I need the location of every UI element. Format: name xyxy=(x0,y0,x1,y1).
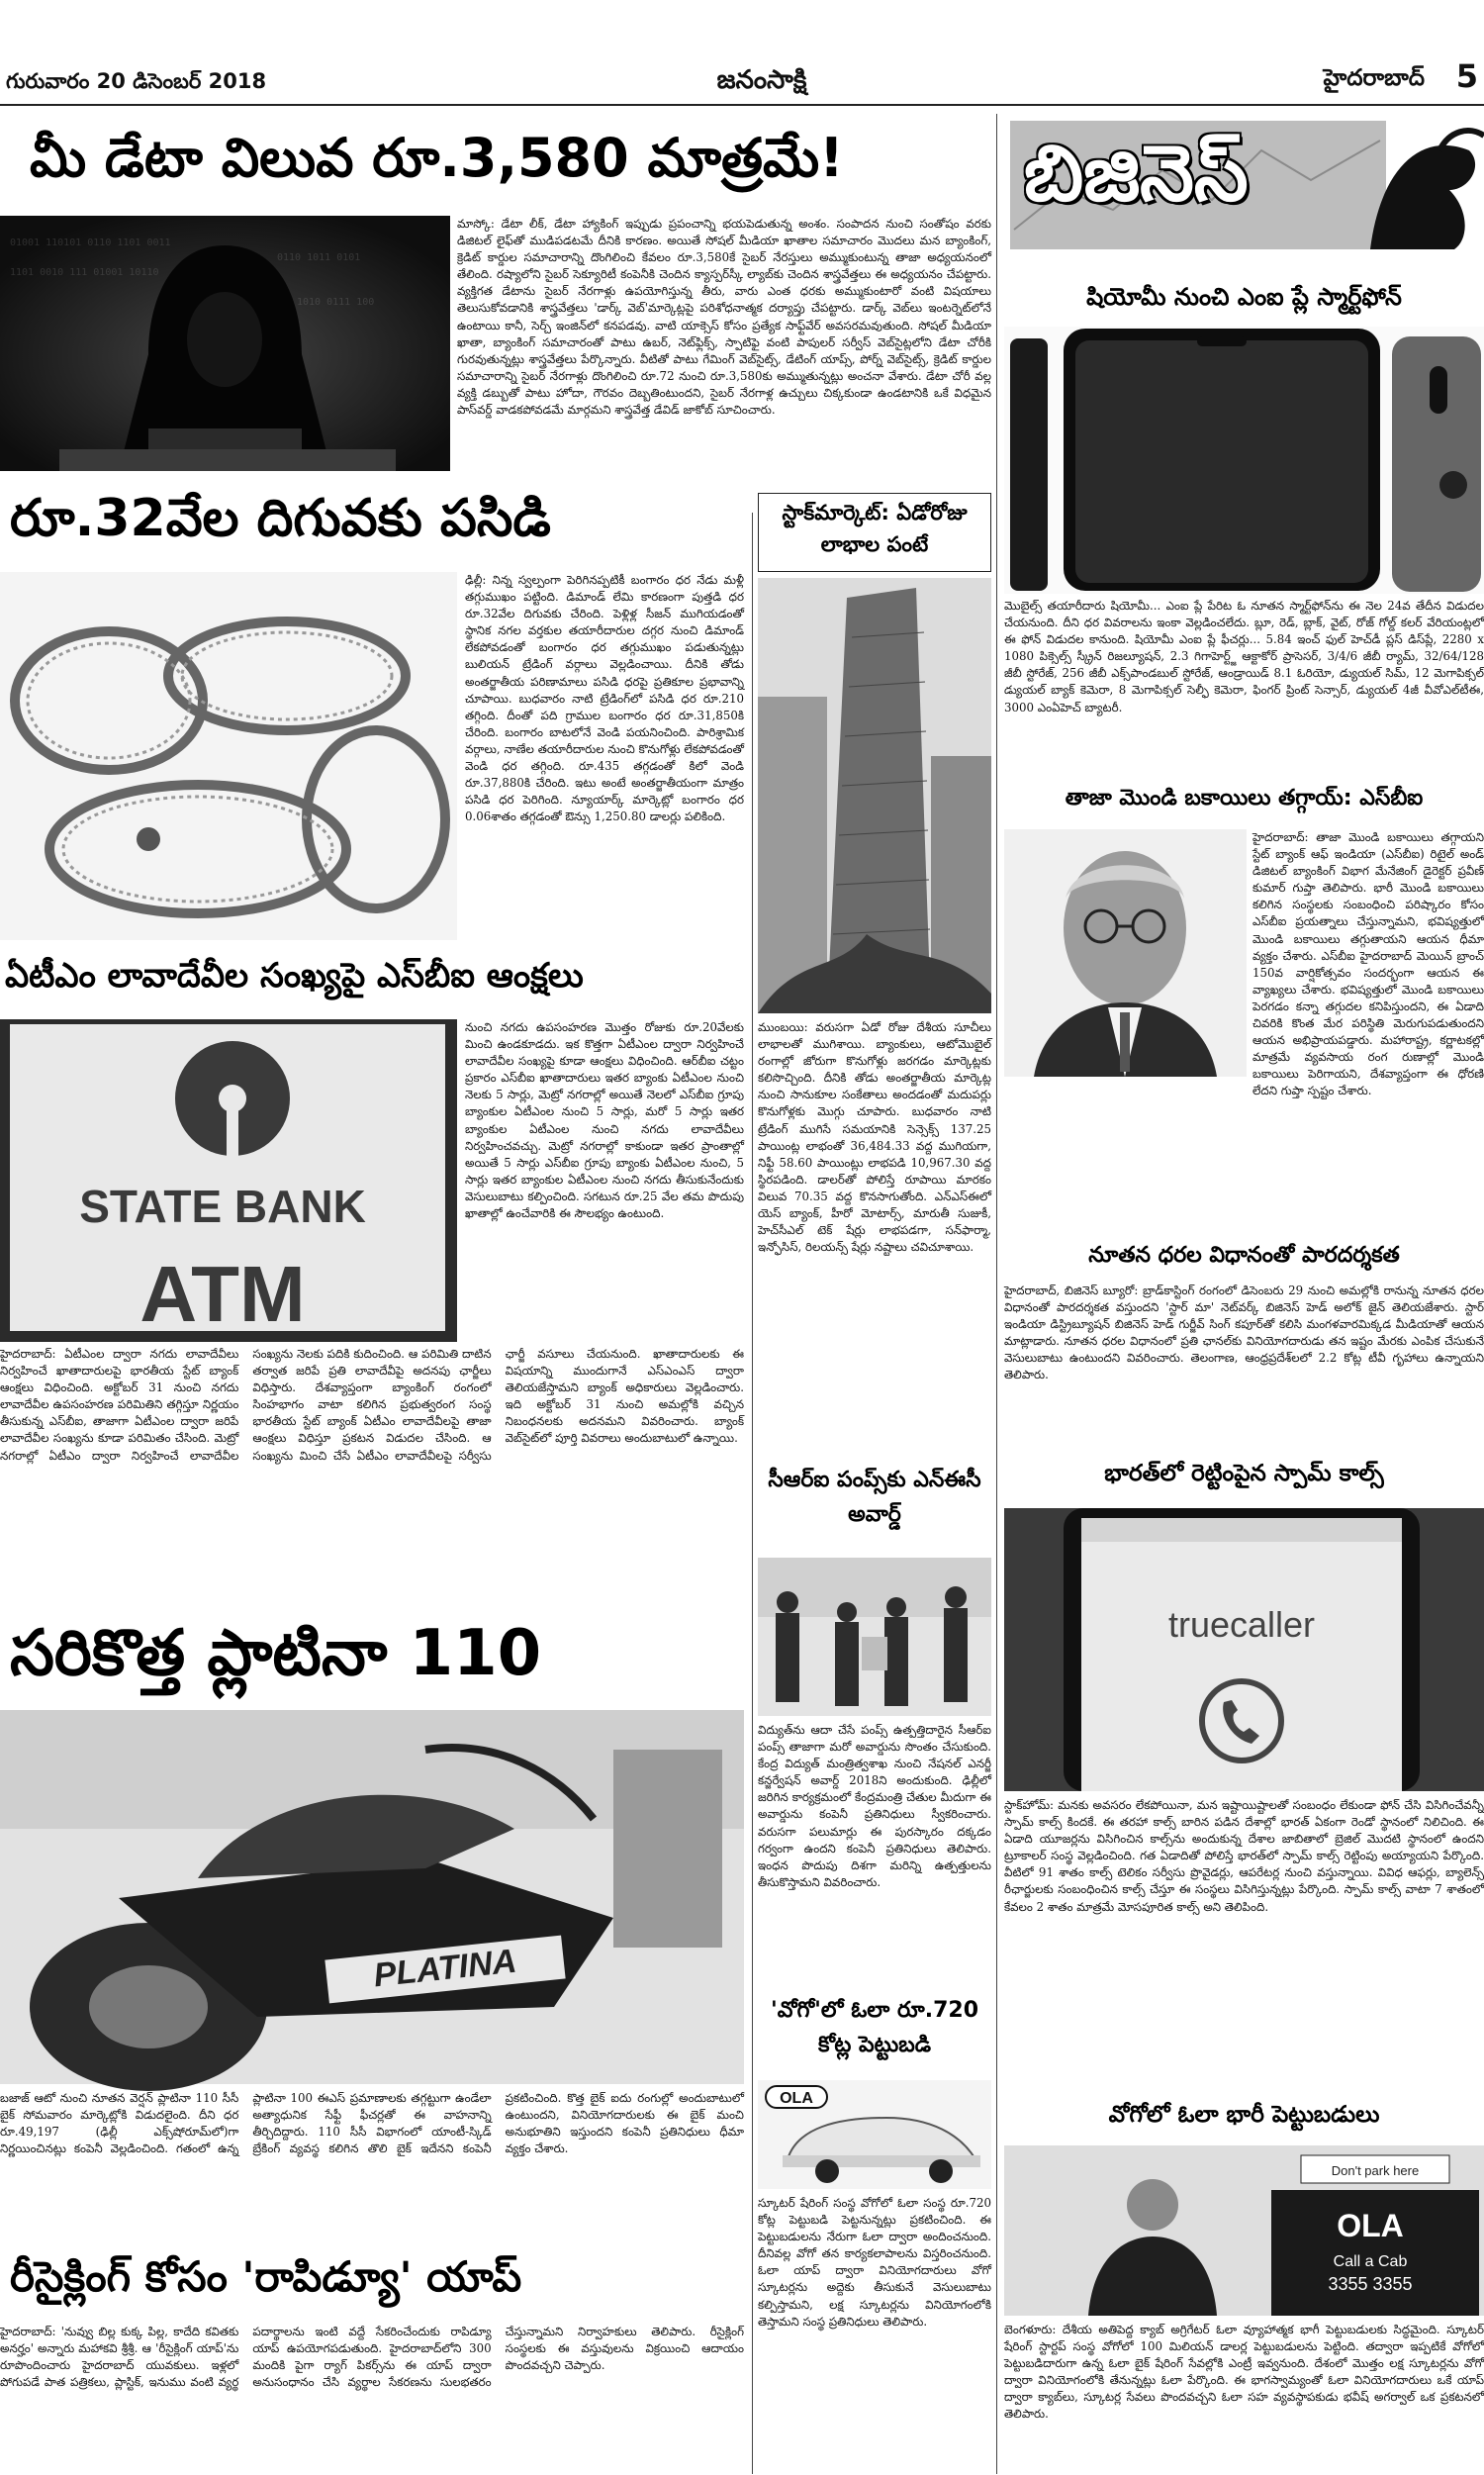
svg-text:01001 110101 0110 1101 0011: 01001 110101 0110 1101 0011 xyxy=(10,238,171,248)
sbi-md-portrait xyxy=(1004,829,1247,1077)
stock-market-body: ముంబయి: వరుసగా ఏడో రోజు దేశీయ సూచీలు లాభాలతో ముగిశాయి. బ్యాంకులు, ఆటోమొబైల్ రంగాల్లో జోరుగా కొనుగోళ్లు జరగడం మార్కెట్లకు కలిసొచ్చింది. దీనికి తోడు అంతర్జాతీయ మార్కెట్ల నుంచి సానుకూల సంకేతాలు అందడంతో మదుపర్లు కొనుగోళ్లకు మొగ్గు చూపారు. బుధవారం నాటి ట్రేడింగ్ ముగిసే సమయానికి సెన్సెక్స్ 137.25 పాయింట్ల లాభంతో 36,484.33 వద్ద ముగియగా, నిఫ్టీ 58.60 పాయింట్లు లాభపడి 10,967.30 వద్ద స్థిరపడింది. డాలర్‌తో పోలిస్తే రూపాయి మారకం విలువ 70.35 వద్ద కొనసాగుతోంది. ఎన్‌ఎస్‌ఈలో యెస్ బ్యాంక్, హీరో మోటార్స్, మారుతీ సుజుకీ, హెచ్‌సీఎల్ టెక్ షేర్లు లాభపడగా, సన్‌ఫార్మా, ఇన్ఫోసిస్, రిలయన్స్ షేర్లు నష్టాలు చవిచూశాయి. xyxy=(758,1020,991,1255)
rapido-body: హైదరాబాద్: 'నువ్వు బిల్ల కుక్క పిల్ల, కాదేది కవితకు అనర్హం' అన్నారు మహాకవి శ్రీశ్రీ. ఆ 'రీసైక్లింగ్ యాప్'ను రూపొందించారు హైదరాబాద్ యువకులు. ఇళ్లలో పోగుపడే పాత పత్రికలు, ప్లాస్టిక్, ఇనుము వంటి వ్యర్థ పదార్థాలను ఇంటి వద్దే సేకరించేందుకు రాపిడ్యూ యాప్ ఉపయోగపడుతుంది. హైదరాబాద్‌లోని 300 మందికి పైగా ర్యాగ్ పికర్స్‌ను ఈ యాప్ ద్వారా అనుసంధానం చేసి వ్యర్థాల సేకరణను సులభతరం చేస్తున్నామని నిర్వాహకులు తెలిపారు. రీసైక్లింగ్ సంస్థలకు ఈ వస్తువులను విక్రయించి ఆదాయం పొందవచ్చని చెప్పారు. xyxy=(0,2325,744,2390)
header-rule xyxy=(0,104,1484,106)
xiaomi-phone-photo xyxy=(1004,327,1484,594)
column-rule-right xyxy=(996,114,997,2474)
svg-text:1101 0010 111 01001 10110: 1101 0010 111 01001 10110 xyxy=(10,267,159,278)
bse-building-photo xyxy=(758,578,991,1013)
truecaller-phone-photo xyxy=(1004,1508,1484,1791)
stock-market-headline-box xyxy=(758,493,991,572)
award-ceremony-photo xyxy=(758,1558,991,1716)
ola-ceo-photo xyxy=(1004,2145,1484,2316)
sbi-bad-loans-body: హైదరాబాద్: తాజా మొండి బకాయిలు తగ్గాయని స్టేట్ బ్యాంక్ ఆఫ్ ఇండియా (ఎస్‌బీఐ) రిటైల్ అండ్ డిజిటల్ బ్యాంకింగ్ విభాగ మేనేజింగ్ డైరెక్టర్ ప్రవీణ్ కుమార్ గుప్తా తెలిపారు. భారీ మొండి బకాయిలు కలిగిన సంస్థలకు సంబంధించి పరిష్కారం కోసం ఎస్‌బీఐ ప్రయత్నాలు చేస్తున్నామని, భవిష్యత్తులో మొండి బకాయిలు తగ్గుతాయని ఆయన ధీమా వ్యక్తం చేశారు. ఎస్‌బీఐ హైదరాబాద్ మెయిన్ బ్రాంచ్ 150వ వార్షికోత్సవం సందర్భంగా ఆయన ఈ వ్యాఖ్యలు చేశారు. భవిష్యత్తులో మొండి బకాయిలు పెరగడం కన్నా తగ్గుదల కనిపిస్తుందని, ఈ ఏడాది చివరికి కొంత మేర పరిస్థితి మెరుగుపడుతుందని ఆయన అభిప్రాయపడ్డారు. మహారాష్ట్ర, కర్ణాటకల్లో మాత్రమే వ్యవసాయ రంగ రుణాల్లో మొండి బకాయిలు పెరిగాయని, దేశవ్యాప్తంగా ఈ ధోరణి లేదని గుప్తా స్పష్టం చేశారు. xyxy=(1252,830,1484,1098)
headline-data-value: మీ డేటా విలువ రూ.3,580 మాత్రమే! xyxy=(30,127,844,189)
data-value-body: మాస్కో: డేటా లీక్, డేటా హ్యాకింగ్ ఇప్పుడు ప్రపంచాన్ని భయపెడుతున్న అంశం. సంపాదన నుంచి సంతోషం వరకు డిజిటల్ లైఫ్‌తో ముడిపడటమే దీనికి కారణం. అయితే సోషల్ మీడియా ఖాతాల సమాచారం మొదలు మన బ్యాంకింగ్, క్రెడిట్ కార్డుల సమాచారాన్ని దొంగిలించి కేవలం రూ.3,580కే సైబర్ నేరస్తులు అమ్ముకుంటున్న తాజా అధ్యయనంలో తేలింది. రష్యాలోని సైబర్ సెక్యూరిటీ కంపెనీకి చెందిన క్యాస్పర్‌స్కీ ల్యాబ్‌కు చెందిన శాస్త్రవేత్తలు ఈ అధ్యయనం చేపట్టారు. వ్యక్తిగత డేటాను సైబర్ నేరగాళ్లు ఉపయోగిస్తున్న తీరు, వారు ఎంత ధరకు అమ్ముకుంటారో వంటి విషయాలు తెలుసుకోవడానికి శాస్త్రవేత్తలు 'డార్క్ వెబ్'మార్కెట్లపై పరిశోధనాత్మక దర్యాప్తు చేపట్టారు. డార్క్ వెబ్‌లు ఇంటర్నెట్‌లోనే ఉంటాయి కానీ, సెర్చ్ ఇంజిన్‌లో కనపడవు. వాటి యాక్సెస్ కోసం ప్రత్యేక సాఫ్ట్‌వేర్ అవసరమవుతుంది. సోషల్ మీడియా ఖాతా, బ్యాంకింగ్ సమాచారంతో పాటు ఉబర్, నెట్‌ఫ్లిక్స్, స్పాటిఫై వంటి పాపులర్ సర్వీస్ వెబ్‌సైట్లలోని డేటా చోరీకి గురవుతున్నట్లు శాస్త్రవేత్తలు పేర్కొన్నారు. వీటితో పాటు గేమింగ్ వెబ్‌సైట్స్, డేటింగ్ యాప్స్, పోర్న్ వెబ్‌సైట్స్, క్రెడిట్ కార్డుల సమాచారాన్ని సైబర్ నేరగాళ్లు దొంగిలించి రూ.72 నుంచి రూ.3,580కు అమ్ముతున్నట్లు అంచనా వేశారు. డేటా చోరీ వల్ల వ్యక్తి డబ్బుతో పాటు హోదా, గౌరవం దెబ్బతింటుందని, సైబర్ నేరగాళ్ల ఉచ్చులు చిక్కకుండా ఉండటానికి ఒకే విధమైన పాస్‌వర్డ్ వాడకపోవడమే మార్గమని శాస్త్రవేత్త డేవిడ్ జాకోబ్ సూచించారు. xyxy=(457,217,991,418)
headline-platina: సరికొత్త ప్లాటినా 110 xyxy=(10,1617,542,1690)
svg-text:0110 1011 0101: 0110 1011 0101 xyxy=(277,252,361,263)
svg-text:1010 0111 100: 1010 0111 100 xyxy=(297,297,375,308)
ola-logo-text: OLA xyxy=(780,2090,813,2107)
headline-telecom-policy: నూతన ధరల విధానంతో పారదర్శకత xyxy=(1088,1243,1400,1268)
sbi-atm-photo xyxy=(0,1019,457,1342)
parking-sign-text: Don't park here xyxy=(1331,2163,1420,2178)
section-title: బిజినెస్ xyxy=(1024,130,1249,219)
gold-body: ఢిల్లీ: నిన్న స్వల్పంగా పెరిగినప్పటికీ బంగారం ధర నేడు మళ్లీ తగ్గుముఖం పట్టింది. డిమాండ్ లేమి కారణంగా పుత్తడి ధర రూ.32వేల దిగువకు చేరింది. పెళ్లిళ్ల సీజన్ ముగియడంతో స్థానిక నగల వర్తకుల తయారీదారుల దగ్గర నుంచి డిమాండ్ లేకపోవడంతో బంగారం ధర తగ్గుముఖం పడుతున్నట్లు బులియన్ ట్రేడింగ్ వర్గాలు వెల్లడించాయి. దీనికి తోడు అంతర్జాతీయ పరిణామాలు పసిడి ధరపై ప్రతికూల ప్రభావాన్ని చూపాయి. బుధవారం నాటి ట్రేడింగ్‌లో పసిడి ధర రూ.210 తగ్గింది. దీంతో పది గ్రాముల బంగారం ధర రూ.31,850కి చేరింది. బంగారం బాటలోనే వెండి పయనించింది. పారిశ్రామిక వర్గాలు, నాణేల తయారీదారుల నుంచి కొనుగోళ్లు లేకపోవడంతో వెండి ధర తగ్గింది. రూ.435 తగ్గడంతో కిలో వెండి రూ.37,880కి చేరింది. ఇటు అంటే అంతర్జాతీయంగా మాత్రం పసిడి ధర పెరిగింది. న్యూయార్క్ మార్కెట్లో బంగారం ధర 0.06శాతం తగ్గడంతో ఔన్సు 1,250.80 డాలర్లు పలికింది. xyxy=(465,573,744,824)
headline-gold: రూ.32వేల దిగువకు పసిడి xyxy=(10,489,551,548)
business-section-banner xyxy=(1004,111,1484,259)
headline-stock-market: స్టాక్‌మార్కెట్: ఏడోరోజు లాభాల పంటే xyxy=(782,501,968,556)
sbi-atm-body-right: నుంచి నగదు ఉపసంహరణ మొత్తం రోజుకు రూ.20వేలకు మించి ఉండకూడదు. ఇక కొత్తగా ఏటీఎంల ద్వారా నిర్వహించే లావాదేవీల సంఖ్యపై కూడా ఆంక్షలు విధించింది. ఆర్‌బీఐ చట్టం ప్రకారం ఎస్‌బీఐ ఖాతాదారులు ఇతర బ్యాంకు ఏటీఎంల నుంచి నెలకు 5 సార్లు, మెట్రో నగరాల్లో అయితే నెలలో ఎస్‌బీఐ గ్రూపు బ్యాంకుల ఏటీఎంల నుంచి 5 సార్లు, మరో 5 సార్లు ఇతర బ్యాంకుల ఏటీఎంల నుంచి నగదు లావాదేవీలు నిర్వహించవచ్చు. మెట్రో నగరాల్లో కాకుండా ఇతర ప్రాంతాల్లో అయితే 5 సార్లు ఎస్‌బీఐ గ్రూపు బ్యాంకు ఏటీఎంల నుంచి, 5 సార్లు ఇతర బ్యాంకుల ఏటీఎంల నుంచి నగదు తీసుకునేందుకు వెసులుబాటు కల్పించింది. సగటున రూ.25 వేల తమ పొదుపు ఖాతాల్లో ఉంచేవారికి ఈ సౌలభ్యం ఉంటుంది. xyxy=(465,1020,744,1221)
headline-sbi-bad-loans: తాజా మొండి బకాయిలు తగ్గాయ్: ఎస్‌బీఐ xyxy=(1065,786,1424,810)
page-number: 5 xyxy=(1455,57,1478,95)
headline-rapido: రీసైక్లింగ్ కోసం 'రాపిడ్యూ' యాప్ xyxy=(10,2252,522,2301)
masthead-title: జనంసాక్షి xyxy=(716,65,807,95)
ola-banner-call: Call a Cab xyxy=(1333,2253,1408,2270)
ola-car-photo xyxy=(758,2080,991,2189)
headline-xiaomi: షియోమీ నుంచి ఎంఐ ప్లే స్మార్ట్‌ఫోన్ xyxy=(1086,283,1402,311)
spam-calls-body: స్టాక్‌హోమ్: మనకు అవసరం లేకపోయినా, మన ఇష్టాయిష్టాలతో సంబంధం లేకుండా ఫోన్ చేసి విసిగించేవన్నీ స్పామ్ కాల్స్ కిందకే. ఈ తరహా కాల్స్ బారిన పడిన దేశాల్లో భారత్ ఏకంగా రెండో స్థానంలో నిలిచింది. ఈ ఏడాది యూజర్లను విసిగించిన కాల్స్‌ను అందుకున్న దేశాల జాబితాలో బ్రెజిల్ మొదటి స్థానంలో ఉందని ట్రూకాలర్ సంస్థ వెల్లడించింది. గత ఏడాదితో పోలిస్తే భారత్‌లో స్పామ్ కాల్స్ రెట్టింపు అయ్యాయని పేర్కొంది. వీటిలో 91 శాతం కాల్స్ టెలికం సర్వీసు ప్రొవైడర్లు, ఆపరేటర్ల నుంచి వస్తున్నాయి. వివిధ ఆఫర్లు, బ్యాలెన్స్ రీఛార్జులకు సంబంధించిన కాల్స్ చేస్తూ ఈ సంస్థలు విసిగిస్తున్నట్లు పేర్కొంది. స్పామ్ కాల్స్ వాటా 7 శాతంలో కేవలం 2 శాతం మాత్రమే మోసపూరిత కాల్స్ అని తెలిపింది. xyxy=(1004,1798,1484,1914)
platina-body: బజాజ్ ఆటో నుంచి నూతన వెర్షన్ ప్లాటినా 110 సీసీ బైక్ సోమవారం మార్కెట్లోకి విడుదలైంది. దీని ధర రూ.49,197 (ఢిల్లీ ఎక్స్‌షోరూమ్‌లో)గా నిర్ణయించినట్లు కంపెనీ వెల్లడించింది. గతంలో ఉన్న ప్లాటినా 100 ఈఎస్ ప్రమాణాలకు తగ్గట్టుగా ఉండేలా అత్యాధునిక సేఫ్టీ ఫీచర్లతో ఈ వాహనాన్ని తీర్చిదిద్దారు. 110 సీసీ విభాగంలో యాంటీ-స్కిడ్ బ్రేకింగ్ వ్యవస్థ కలిగిన తొలి బైక్ ఇదేనని కంపెనీ ప్రకటించింది. కొత్త బైక్ ఐదు రంగుల్లో అందుబాటులో ఉంటుందని, వినియోగదారులకు ఈ బైక్ మంచి అనుభూతిని ఇస్తుందని కంపెనీ ప్రతినిధులు ధీమా వ్యక్తం చేశారు. xyxy=(0,2091,744,2156)
ola-big-invest-body: బెంగళూరు: దేశీయ అతిపెద్ద క్యాబ్ అగ్రిగేటర్ ఓలా వ్యూహాత్మక భాగీ పెట్టుబడులకు సిద్ధమైంది. స్కూటర్ షేరింగ్ స్టార్టప్ సంస్థ వోగోలో 100 మిలియన్ డాలర్ల పెట్టుబడులను పెట్టింది. తద్వారా ఇప్పటికే వోగోలో పెట్టుబడిదారుగా ఉన్న ఓలా బైక్ షేరింగ్ సేవల్లోకి ఎంట్రీ ఇవ్వనుంది. దేశంలో మొత్తం లక్ష స్కూటర్లను వోగో ద్వారా వినియోగంలోకి తేనున్నట్లు ఓలా పేర్కొంది. ఈ భాగస్వామ్యంతో ఓలా వినియోగదారులు ఒకే యాప్ ద్వారా క్యాబ్‌లు, స్కూటర్ల సేవలు పొందవచ్చని ఓలా సహ వ్యవస్థాపకుడు భవీష్ అగర్వాల్ ఒక ప్రకటనలో తెలిపారు. xyxy=(1004,2323,1484,2422)
platina-bike-photo xyxy=(0,1710,744,2084)
hacker-photo xyxy=(0,216,450,471)
platina-logo-text: PLATINA xyxy=(371,1942,518,1995)
crpf-award-body: విద్యుత్‌ను ఆదా చేసే పంప్స్ ఉత్పత్తిదారైన సీఆర్ఐ పంప్స్ తాజాగా మరో అవార్డును సొంతం చేసుకుంది. కేంద్ర విద్యుత్ మంత్రిత్వశాఖ నుంచి నేషనల్ ఎనర్జీ కన్జర్వేషన్ అవార్డ్ 2018ని అందుకుంది. ఢిల్లీలో జరిగిన కార్యక్రమంలో కేంద్రమంత్రి చేతుల మీదుగా ఈ అవార్డును కంపెనీ ప్రతినిధులు స్వీకరించారు. వరుసగా పలుమార్లు ఈ పురస్కారం దక్కడం గర్వంగా ఉందని కంపెనీ ప్రతినిధులు తెలిపారు. ఇంధన పొదుపు దిశగా మరిన్ని ఉత్పత్తులను తీసుకొస్తామని వివరించారు. xyxy=(758,1723,991,1889)
headline-sbi-atm: ఏటీఎం లావాదేవీల సంఖ్యపై ఎస్‌బీఐ ఆంక్షలు xyxy=(5,956,584,996)
sbi-atm-body-bottom: హైదరాబాద్: ఏటీఎంల ద్వారా నగదు లావాదేవీలు నిర్వహించే ఖాతాదారులపై భారతీయ స్టేట్ బ్యాంక్ ఆంక్షలు విధించింది. అక్టోబర్ 31 నుంచి నగదు లావాదేవీల ఉపసంహరణ పరిమితిని తగ్గిస్తూ నిర్ణయం తీసుకున్న ఎస్‌బీఐ, తాజాగా ఏటీఎంల ద్వారా జరిపే లావాదేవీల సంఖ్యను కూడా పరిమితం చేసింది. మెట్రో నగరాల్లో ఏటీఎం ద్వారా నిర్వహించే లావాదేవీల సంఖ్యను నెలకు పదికి కుదించింది. ఆ పరిమితి దాటిన తర్వాత జరిపే ప్రతి లావాదేవీపై అదనపు ఛార్జీలు విధిస్తారు. దేశవ్యాప్తంగా బ్యాంకింగ్ రంగంలో సింహభాగం వాటా కలిగిన ప్రభుత్వరంగ సంస్థ భారతీయ స్టేట్ బ్యాంక్ ఏటీఎం లావాదేవీలపై తాజా ఆంక్షలు విధిస్తూ ప్రకటన విడుదల చేసింది. ఆ సంఖ్యను మించి చేసే ఏటీఎం లావాదేవీలపై సర్వీసు ఛార్జీ వసూలు చేయనుంది. ఖాతాదారులకు ఈ విషయాన్ని ముందుగానే ఎస్‌ఎంఎస్ ద్వారా తెలియజేస్తామని బ్యాంక్ అధికారులు వెల్లడించారు. ఇది అక్టోబర్ 31 నుంచి అమల్లోకి వచ్చిన నిబంధనలకు అదనమని వివరించారు. బ్యాంక్ వెబ్‌సైట్‌లో పూర్తి వివరాలు అందుబాటులో ఉన్నాయి. xyxy=(0,1347,744,1463)
issue-date: గురువారం 20 డిసెంబర్ 2018 xyxy=(6,69,267,93)
gold-bangles-photo xyxy=(0,572,457,940)
atm-sign-text: ATM xyxy=(139,1250,306,1338)
sbi-sign-text: STATE BANK xyxy=(79,1181,366,1232)
truecaller-logo-text: truecaller xyxy=(1167,1604,1316,1645)
ola-investment-body: స్కూటర్ షేరింగ్ సంస్థ వోగో‌లో ఓలా సంస్థ రూ.720 కోట్ల పెట్టుబడి పెట్టనున్నట్లు ప్రకటించింది. ఈ పెట్టుబడులను నేరుగా ఓలా ద్వారా అందించనుంది. దీనివల్ల వోగో తన కార్యకలాపాలను విస్తరించనుంది. ఓలా యాప్ ద్వారా వినియోగదారులు వోగో స్కూటర్లను అద్దెకు తీసుకునే వెసులుబాటు కల్పిస్తామని, లక్ష స్కూటర్లను వినియోగంలోకి తెస్తామని సంస్థ ప్రతినిధులు తెలిపారు. xyxy=(758,2196,991,2329)
xiaomi-body: మొబైల్స్ తయారీదారు షియోమీ... ఎంఐ ప్లే పేరిట ఓ నూతన స్మార్ట్‌ఫోన్‌ను ఈ నెల 24వ తేదీన విడుదల చేయనుంది. దీని ధర వివరాలను ఇంకా వెల్లడించలేదు. బ్లూ, రెడ్, బ్లాక్, వైట్, రోజ్ గోల్డ్ కలర్ వేరియంట్లలో ఈ ఫోన్ విడుదల కానుంది. షియోమీ ఎంఐ ప్లే ఫీచర్లు... 5.84 ఇంచ్ ఫుల్ హెచ్‌డీ ప్లస్ డిస్‌ప్లే, 2280 x 1080 పిక్సెల్స్ స్క్రీన్ రిజల్యూషన్, 2.3 గిగాహెర్ట్జ్ ఆక్టాకోర్ ప్రాసెసర్, 3/4/6 జీబీ ర్యామ్, 32/64/128 జీబీ స్టోరేజ్, 256 జీబీ ఎక్స్‌పాండబుల్ స్టోరేజ్, ఆండ్రాయిడ్ 8.1 ఓరియో, డ్యుయల్ సిమ్, 12 మెగాపిక్సల్ డ్యుయల్ బ్యాక్ కెమెరా, 8 మెగాపిక్సల్ సెల్ఫీ కెమెరా, ఫింగర్ ప్రింట్ సెన్సార్, డ్యుయల్ 4జీ వీవోఎల్‌టీఈ, 3000 ఎంఏహెచ్ బ్యాటరీ. xyxy=(1004,599,1484,714)
headline-ola-investment: 'వోగో'లో ఓలా రూ.720 కోట్ల పెట్టుబడి xyxy=(770,1998,979,2058)
headline-ola-big-invest: వోగోలో ఓలా భారీ పెట్టుబడులు xyxy=(1108,2102,1380,2128)
masthead-logo xyxy=(653,57,871,103)
ola-banner-number: 3355 3355 xyxy=(1328,2274,1413,2294)
headline-spam-calls: భారత్‌లో రెట్టింపైన స్పామ్ కాల్స్ xyxy=(1104,1461,1384,1486)
telecom-policy-body: హైదరాబాద్, బిజినెస్ బ్యూరో: బ్రాడ్‌కాస్టింగ్ రంగంలో డిసెంబరు 29 నుంచి అమల్లోకి రానున్న నూతన ధరల విధానంతో పారదర్శకత వస్తుందని 'స్టార్ మా' నెట్‌వర్క్ బిజినెస్ హెడ్ అలోక్ జైన్ తెలియజేశారు. స్టార్ ఇండియా డిస్ట్రిబ్యూషన్ బిజినెస్ హెడ్ గుర్జీవ్ సింగ్ కపూర్‌తో కలిసి మంగళవారమిక్కడ మీడియాతో ఆయన మాట్లాడారు. నూతన ధరల విధానంలో ప్రతి ఛానల్‌కు వినియోగదారుడు తన ఇష్టం మేరకు ఎంపిక చేసుకునే వెసులుబాటు ఉంటుందని వివరించారు. తెలంగాణ, ఆంధ్రప్రదేశ్‌లలో 2.2 కోట్ల టీవీ గృహాలు ఉన్నాయని తెలిపారు. xyxy=(1004,1284,1484,1382)
headline-crpf-award: సీఆర్ఐ పంప్స్‌కు ఎన్‌ఈసీ అవార్డ్ xyxy=(768,1468,981,1528)
ola-banner-logo: OLA xyxy=(1337,2208,1404,2243)
column-rule-middle xyxy=(752,513,753,2474)
edition-city: హైదరాబాద్ xyxy=(1323,65,1425,91)
